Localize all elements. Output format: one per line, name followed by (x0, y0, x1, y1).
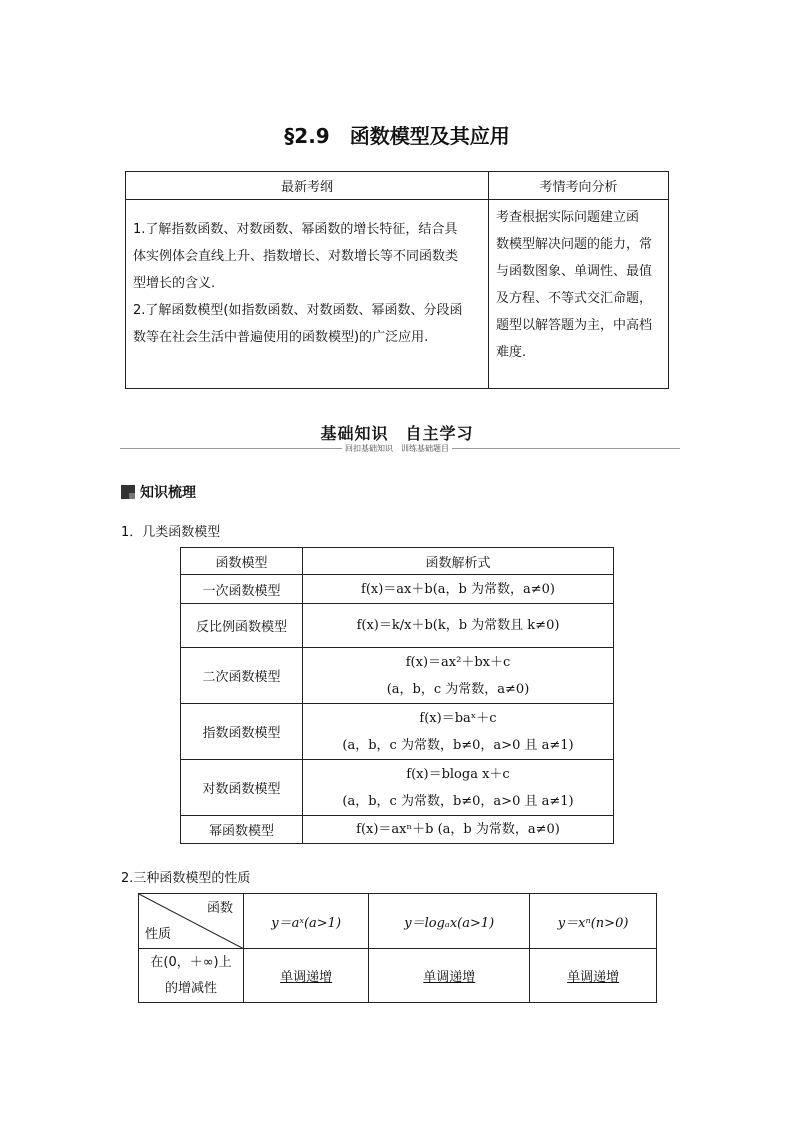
section-subheading-text: 回扣基础知识 训练基础题目 (342, 444, 452, 453)
power-header: y＝xⁿ(n>0) (530, 894, 657, 949)
formula-col-header: 函数解析式 (303, 548, 614, 575)
model-formula (303, 604, 614, 648)
formula-condition: (a，b，c 为常数，a≠0) (386, 681, 530, 697)
formula-text: f(x)＝ax²＋bx＋c (405, 654, 511, 670)
formula-text: f(x)＝baˣ＋c (419, 710, 497, 726)
log-header: y＝logₐx(a>1) (369, 894, 530, 949)
analysis-line: 题型以解答题为主，中高档 (496, 318, 653, 333)
exp-monotonicity (244, 949, 369, 1003)
analysis-line: 及方程、不等式交汇命题， (496, 291, 653, 306)
analysis-line: 数模型解决问题的能力，常 (496, 237, 653, 252)
row-label-line: 的增减性 (164, 980, 217, 996)
formula-text: f(x)＝k/x＋b(k，b 为常数且 k≠0) (356, 618, 560, 633)
outline-line: 数等在社会生活中普遍使用的函数模型)的广泛应用. (133, 330, 429, 345)
corner-bottom-label: 性质 (145, 927, 172, 942)
model-name: 指数函数模型 (181, 704, 303, 760)
analysis-line: 与函数图象、单调性、最值 (496, 264, 653, 279)
model-name: 反比例函数模型 (181, 604, 303, 648)
models-heading: 1．几类函数模型 (121, 525, 221, 540)
corner-top-label: 函数 (206, 901, 233, 916)
model-formula (303, 648, 614, 704)
models-col-header: 函数模型 (181, 548, 303, 575)
formula-text: f(x)＝axⁿ＋b (a，b 为常数，a≠0) (356, 822, 560, 837)
log-monotonicity (369, 949, 530, 1003)
row-label-line: 在(0，＋∞)上 (150, 954, 232, 970)
section-heading: 基础知识 自主学习 (320, 424, 474, 443)
formula-text: f(x)＝ax＋b(a，b 为常数，a≠0) (361, 581, 555, 597)
model-name: 二次函数模型 (181, 648, 303, 704)
model-name: 对数函数模型 (181, 760, 303, 816)
outline-header: 最新考纲 (126, 172, 489, 200)
analysis-line: 考查根据实际问题建立函 (496, 210, 640, 225)
formula-condition: (a，b，c 为常数，b≠0，a>0 且 a≠1) (342, 737, 574, 753)
outline-line: 1.了解指数函数、对数函数、幂函数的增长特征，结合具 (133, 222, 458, 237)
answer-text: 单调递增 (423, 970, 476, 985)
section-subheading (0, 443, 794, 454)
exp-header: y＝aˣ(a>1) (244, 894, 369, 949)
square-bullet-icon (121, 485, 135, 499)
model-formula (303, 704, 614, 760)
answer-text: 单调递增 (567, 970, 620, 985)
knowledge-tag (121, 482, 196, 502)
analysis-line: 难度. (496, 345, 527, 360)
properties-heading: 2.三种函数模型的性质 (121, 871, 251, 886)
model-formula (303, 816, 614, 844)
outline-line: 2.了解函数模型(如指数函数、对数函数、幂函数、分段函 (133, 303, 463, 318)
page-title: §2.9 函数模型及其应用 (284, 124, 510, 148)
knowledge-tag-label: 知识梳理 (140, 485, 196, 501)
formula-text: f(x)＝bloga x＋c (406, 766, 510, 782)
model-formula (303, 575, 614, 604)
answer-text: 单调递增 (280, 970, 333, 985)
function-models-table (180, 547, 614, 844)
outline-line: 型增长的含义. (133, 276, 216, 291)
model-formula (303, 760, 614, 816)
power-monotonicity (530, 949, 657, 1003)
formula-condition: (a，b，c 为常数，b≠0，a>0 且 a≠1) (342, 793, 574, 809)
analysis-header: 考情考向分析 (489, 172, 669, 200)
exam-outline-table (125, 171, 669, 389)
outline-line: 体实例体会直线上升、指数增长、对数增长等不同函数类 (133, 249, 459, 264)
model-name: 幂函数模型 (181, 816, 303, 844)
outline-body (126, 200, 489, 389)
model-name: 一次函数模型 (181, 575, 303, 604)
properties-table (138, 893, 657, 1003)
corner-header (139, 894, 244, 949)
row-label (139, 949, 244, 1003)
analysis-body (489, 200, 669, 389)
